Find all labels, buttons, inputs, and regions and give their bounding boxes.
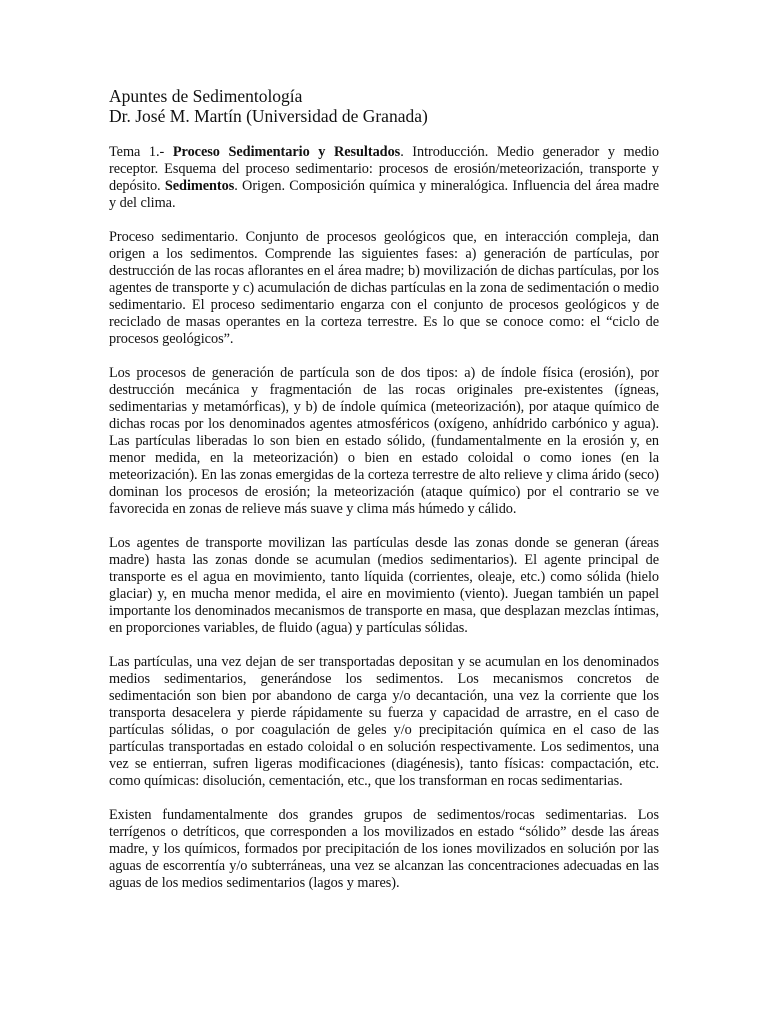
paragraph-proceso-sedimentario: Proceso sedimentario. Conjunto de procesos geológicos que, en interacción compleja, dan origen a los sedimentos. Comprende las siguientes fases: a) generación de partículas, por destrucción de las rocas aflorantes en el área madre; b) movilización de dichas partículas, por los agentes de transporte y c) acumulación de dichas partículas en la zona de sedimentación o medio sedimentario. El proceso sedimentario engarza con el conjunto de procesos geológicos y de reciclado de masas operantes en la corteza terrestre. Es lo que se conoce como: el “ciclo de procesos geológicos”. <box>109 229 659 347</box>
paragraph-generacion-particulas: Los procesos de generación de partícula son de dos tipos: a) de índole física (erosión), por destrucción mecánica y fragmentación de las rocas originales pre-existentes (ígneas, sedimentarias y metamórficas), y b) de índole química (meteorización), por ataque químico de dichas rocas por los denominados agentes atmosféricos (oxígeno, anhídrido carbónico y agua). Las partículas liberadas lo son bien en estado sólido, (fundamentalmente en la erosión y, en menor medida, en la meteorización) o bien en estado coloidal o como iones (en la meteorización). En las zonas emergidas de la corteza terrestre de alto relieve y clima árido (seco) dominan los procesos de erosión; la meteorización (ataque químico) por el contrario se ve favorecida en zonas de relieve más suave y clima más húmedo y cálido. <box>109 365 659 517</box>
topic-text-1: . Introducción. Medio generador y medio receptor. Esquema del proceso sedimentario: procesos de erosión/meteorización, transporte y depósito. <box>109 144 659 194</box>
topic-bold-2: Sedimentos <box>164 178 235 194</box>
paragraph-sedimentacion: Las partículas, una vez dejan de ser transportadas depositan y se acumulan en los denominados medios sedimentarios, generándose los sedimentos. Los mecanismos concretos de sedimentación son bien por abandono de carga y/o decantación, una vez la corriente que los transporta desacelera y pierde rápidamente su fuerza y capacidad de arrastre, en el caso de partículas sólidas, o por coagulación de geles y/o precipitación química en el caso de las partículas transportadas en estado coloidal o en solución respectivamente. Los sedimentos, una vez se entierran, sufren ligeras modificaciones (diagénesis), tanto físicas: compactación, etc. como químicas: disolución, cementación, etc., que los transforman en rocas sedimentarias. <box>109 654 659 789</box>
topic-text-2: . Origen. Composición química y mineralógica. Influencia del área madre y del clima. <box>109 178 659 211</box>
document-page <box>109 86 659 909</box>
paragraph-grupos-sedimentos: Existen fundamentalmente dos grandes grupos de sedimentos/rocas sedimentarias. Los terrígenos o detríticos, que corresponden a los movilizados en estado “sólido” desde las áreas madre, y los químicos, formados por precipitación de los iones movilizados en solución por las aguas de escorrentía y/o subterráneas, una vez se alcanzan las concentraciones adecuadas en las aguas de los medios sedimentarios (lagos y mares). <box>109 807 659 891</box>
document-author: Dr. José M. Martín (Universidad de Granada) <box>109 106 428 126</box>
topic-paragraph <box>109 144 659 212</box>
topic-prefix: Tema 1.- <box>109 144 173 160</box>
topic-bold-1: Proceso Sedimentario y Resultados <box>172 144 401 160</box>
document-title: Apuntes de Sedimentología <box>109 86 303 106</box>
paragraph-agentes-transporte: Los agentes de transporte movilizan las partículas desde las zonas donde se generan (áreas madre) hasta las zonas donde se acumulan (medios sedimentarios). El agente principal de transporte es el agua en movimiento, tanto líquida (corrientes, oleaje, etc.) como sólida (hielo glaciar) y, en mucha menor medida, el aire en movimiento (viento). Juegan también un papel importante los denominados mecanismos de transporte en masa, que desplazan mezclas íntimas, en proporciones variables, de fluido (agua) y partículas sólidas. <box>109 535 659 636</box>
document-header <box>109 86 659 126</box>
